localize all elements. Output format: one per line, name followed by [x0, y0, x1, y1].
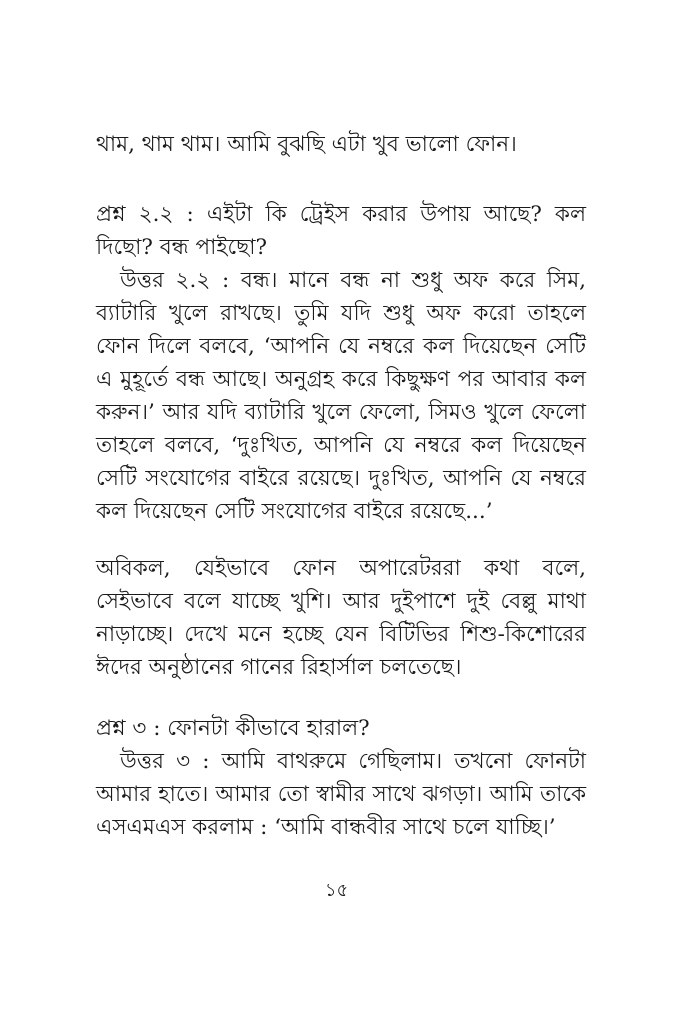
- paragraph-intro: থাম, থাম থাম। আমি বুঝছি এটা খুব ভালো ফোন।: [96, 132, 517, 157]
- qa-block-2-2: [96, 198, 586, 528]
- question-3: প্রশ্ন ৩ : ফোনটা কীভাবে হারাল?: [96, 716, 370, 741]
- answer-2-2: উত্তর ২.২ : বন্ধ। মানে বন্ধ না শুধু অফ করে সিম, ব্যাটারি খুলে রাখছে। তুমি যদি শুধু অফ করো তাহলে ফোন দিলে বলবে, ‘আপনি যে নম্বরে কল দিয়েছেন সেটি এ মুহূর্তে বন্ধ আছে। অনুগ্রহ করে কিছুক্ষণ পর আবার কল করুন।’ আর যদি ব্যাটারি খুলে ফেলো, সিমও খুলে ফেলো তাহলে বলবে, ‘দুঃখিত, আপনি যে নম্বরে কল দিয়েছেন সেটি সংযোগের বাইরে রয়েছে। দুঃখিত, আপনি যে নম্বরে কল দিয়েছেন সেটি সংযোগের বাইরে রয়েছে...’: [96, 268, 586, 524]
- question-2-2: প্রশ্ন ২.২ : এইটা কি ট্রেইস করার উপায় আছে? কল দিছো? বন্ধ পাইছো?: [96, 202, 586, 260]
- page-number: ১৫: [324, 880, 349, 901]
- answer-3: উত্তর ৩ : আমি বাথরুমে গেছিলাম। তখনো ফোনটা আমার হাতে। আমার তো স্বামীর সাথে ঝগড়া। আমি তাকে এসএমএস করলাম : ‘আমি বান্ধবীর সাথে চলে যাচ্ছি।’: [96, 749, 586, 840]
- qa-block-3: [96, 712, 586, 844]
- paragraph-obikol: অবিকল, যেইভাবে ফোন অপারেটররা কথা বলে, সেইভাবে বলে যাচ্ছে খুশি। আর দুইপাশে দুই বেল্লু মাথা নাড়াচ্ছে। দেখে মনে হচ্ছে যেন বিটিভির শিশু-কিশোরের ঈদের অনুষ্ঠানের গানের রিহার্সাল চলতেছে।: [96, 556, 586, 680]
